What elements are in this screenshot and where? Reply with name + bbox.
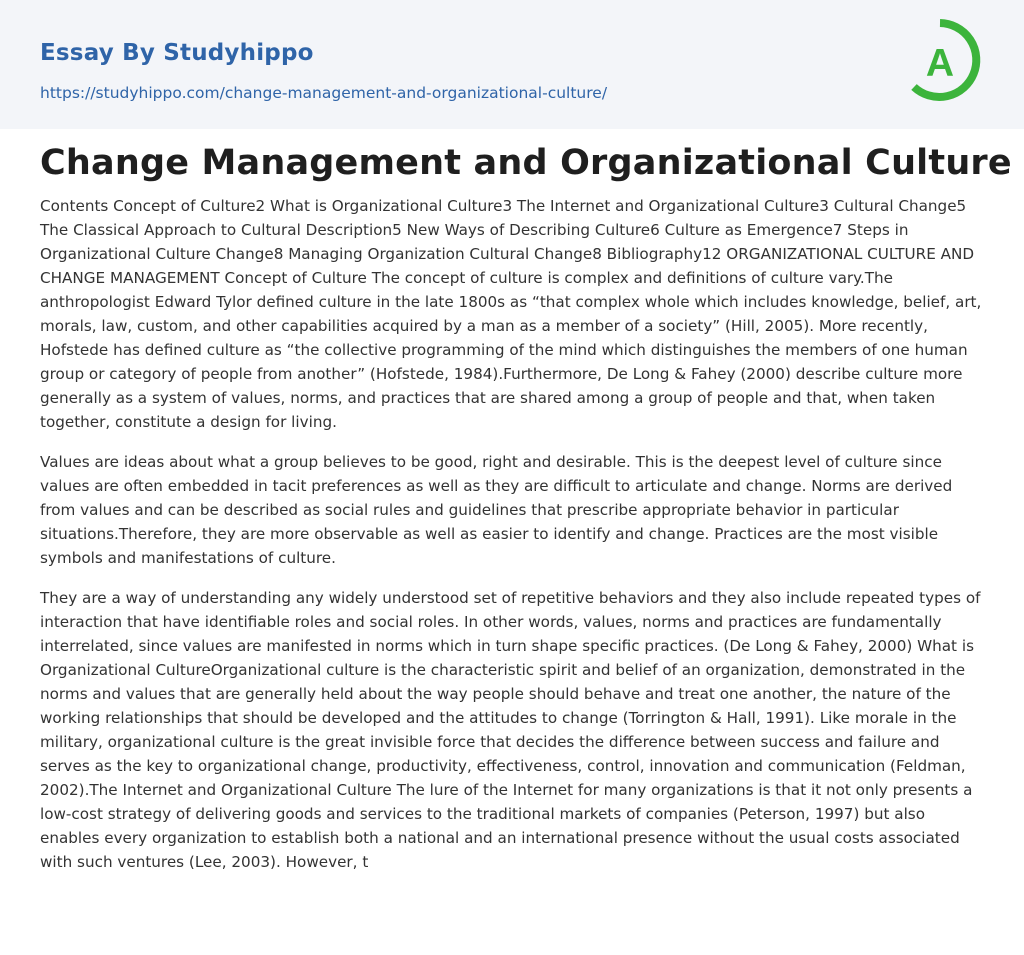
studyhippo-logo-icon[interactable] [904, 17, 988, 107]
article-paragraph: Values are ideas about what a group believes to be good, right and desirable. This is the deepest level of culture since values are often embedded in tacit preferences as well as they are difficult to articulate and change. Norms are derived from values and can be described as social rules and guidelines that prescribe appropriate behavior in particular situations.Therefore, they are more observable as well as easier to identify and change. Practices are the most visible symbols and manifestations of culture. [40, 453, 953, 567]
page-title: Change Management and Organizational Culture [40, 143, 1012, 183]
article-paragraph: Contents Concept of Culture2 What is Organizational Culture3 The Internet and Organizational Culture3 Cultural Change5 The Classical Approach to Cultural Description5 New Ways of Describing Culture6 Culture as Emergence7 Steps in Organizational Culture Change8 Managing Organization Cultural Change8 Bibliography12 ORGANIZATIONAL CULTURE AND CHANGE MANAGEMENT Concept of Culture The concept of culture is complex and definitions of culture vary.The anthropologist Edward Tylor defined culture in the late 1800s as “that complex whole which includes knowledge, belief, art, morals, law, custom, and other capabilities acquired by a man as a member of a society” (Hill, 2005). More recently, Hofstede has defined culture as “the collective programming of the mind which distinguishes the members of one human group or category of people from another” (Hofstede, 1984).Furthermore, De Long & Fahey (2000) describe culture more generally as a system of values, norms, and practices that are shared among a group of people and that, when taken together, constitute a design for living. [40, 197, 982, 431]
logo-letter: A [925, 42, 955, 85]
article-body [40, 194, 986, 890]
source-url-link[interactable]: https://studyhippo.com/change-management-and-organizational-culture/ [40, 84, 608, 102]
site-brand[interactable]: Essay By Studyhippo [40, 40, 314, 66]
site-header [0, 0, 1024, 129]
article-paragraph: They are a way of understanding any widely understood set of repetitive behaviors and they also include repeated types of interaction that have identifiable roles and social roles. In other words, values, norms and practices are fundamentally interrelated, since values are manifested in norms which in turn shape specific practices. (De Long & Fahey, 2000) What is Organizational CultureOrganizational culture is the characteristic spirit and belief of an organization, demonstrated in the norms and values that are generally held about the way people should behave and treat one another, the nature of the working relationships that should be developed and the attitudes to change (Torrington & Hall, 1991). Like morale in the military, organizational culture is the great invisible force that decides the difference between success and failure and serves as the key to organizational change, productivity, effectiveness, control, innovation and communication (Feldman, 2002).The Internet and Organizational Culture The lure of the Internet for many organizations is that it not only presents a low-cost strategy of delivering goods and services to the traditional markets of companies (Peterson, 1997) but also enables every organization to establish both a national and an international presence without the usual costs associated with such ventures (Lee, 2003). However, t [40, 589, 981, 871]
